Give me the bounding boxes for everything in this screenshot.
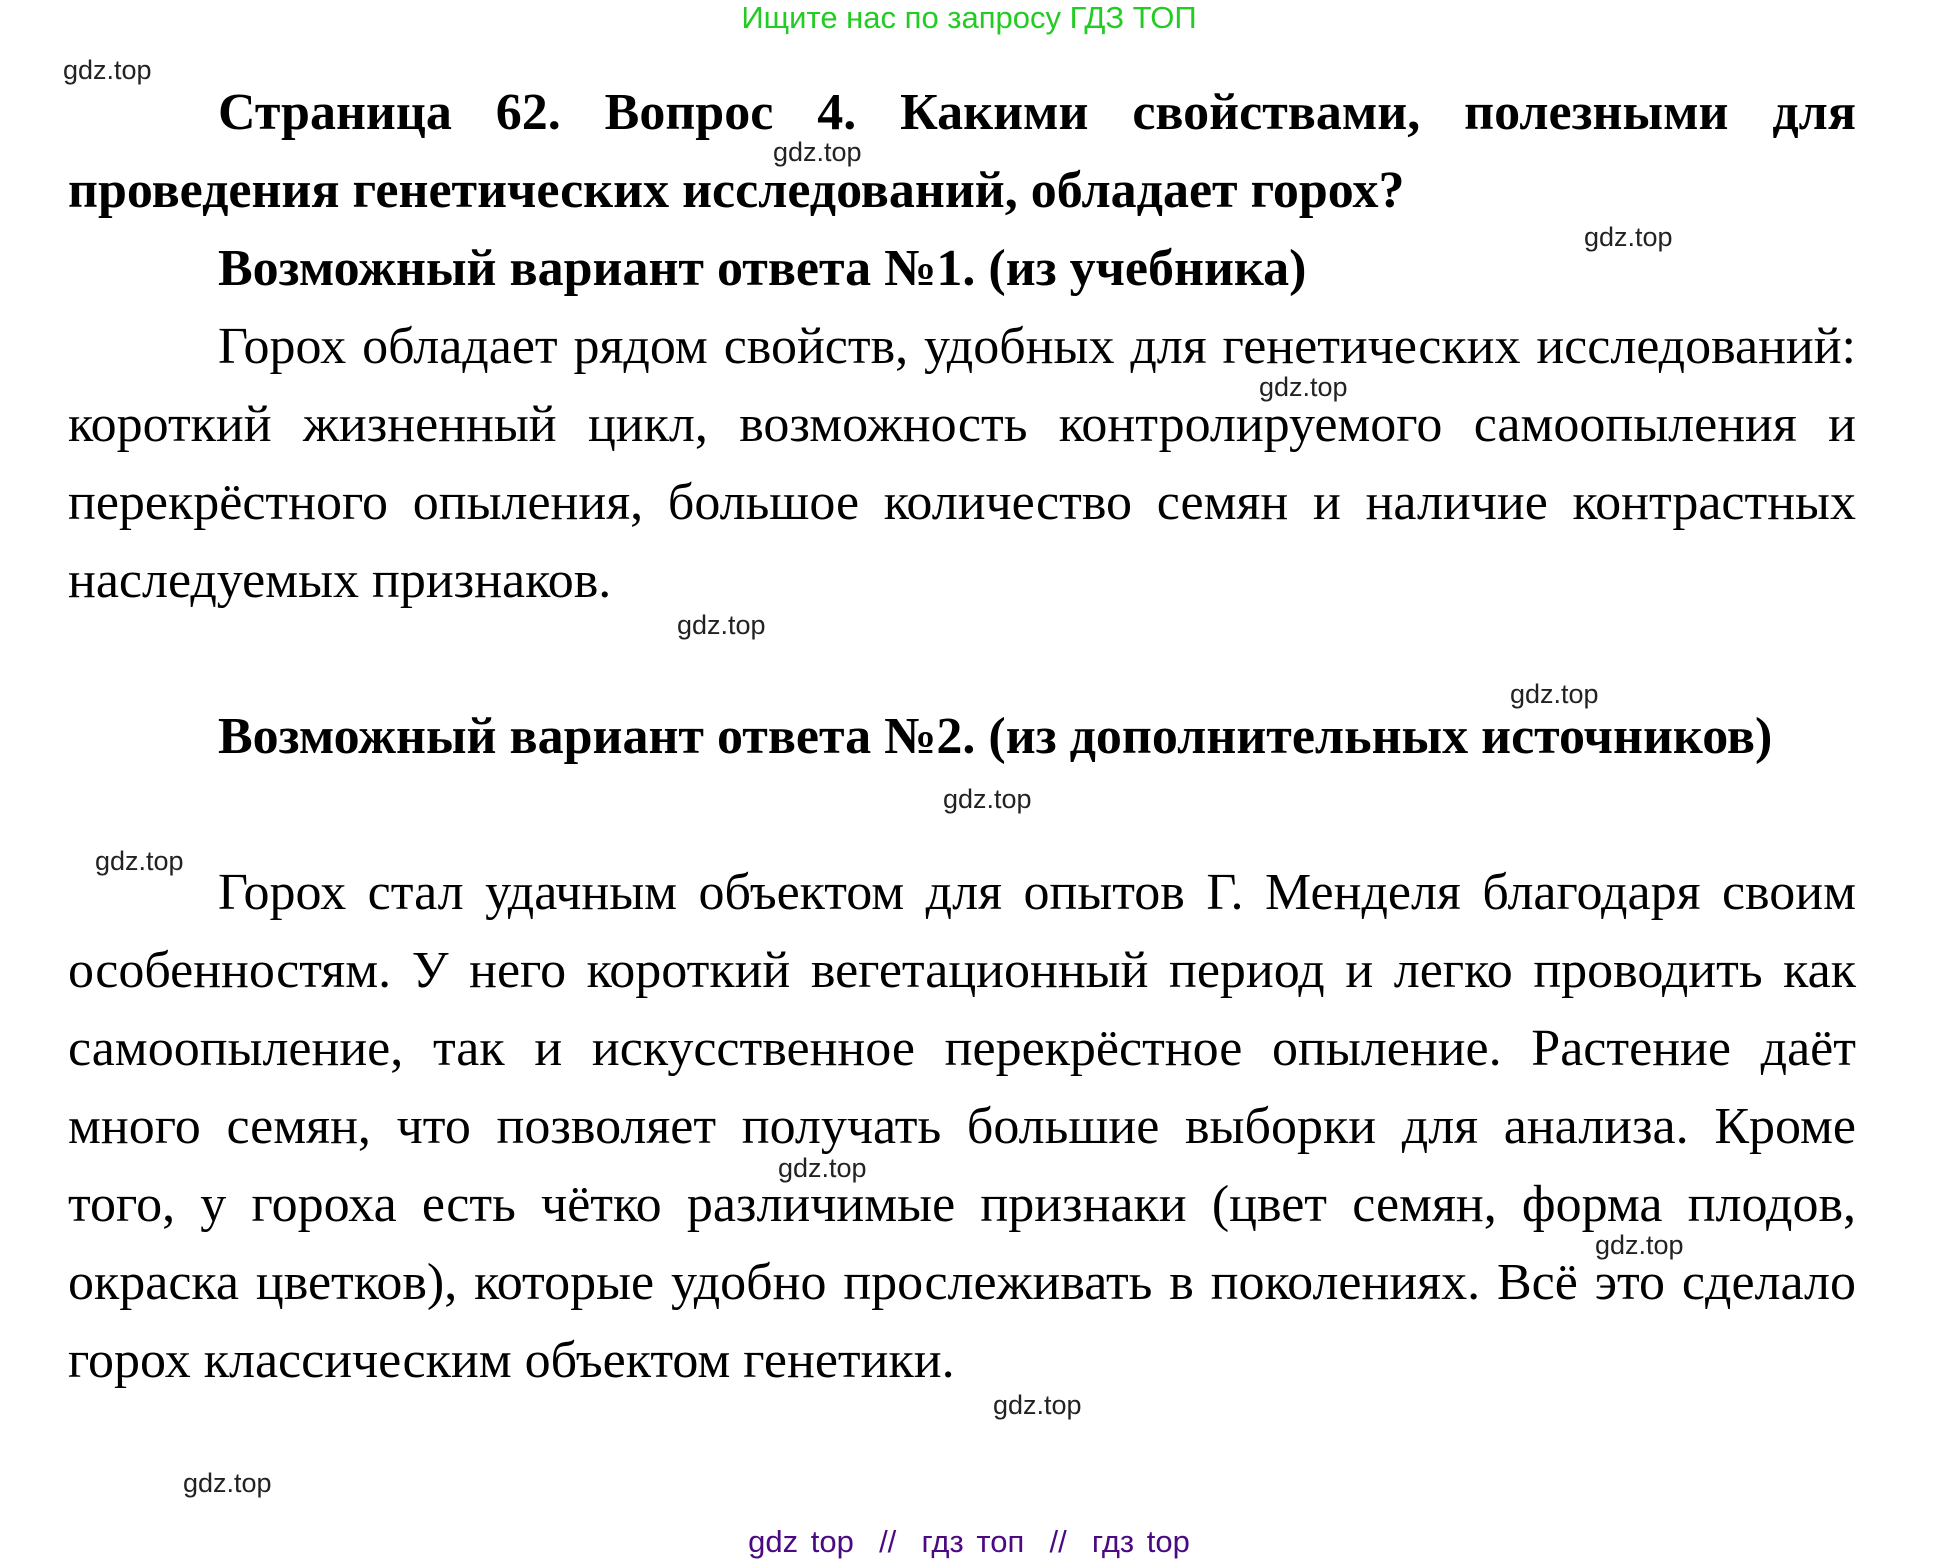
search-banner: Ищите нас по запросу ГДЗ ТОП (741, 0, 1197, 35)
watermark: gdz.top (95, 846, 184, 876)
watermark: gdz.top (183, 1468, 272, 1498)
watermark: gdz.top (1584, 222, 1673, 252)
answer-2-heading: Возможный вариант ответа №2. (из дополнительных источников) (218, 708, 1773, 765)
watermark: gdz.top (993, 1390, 1082, 1420)
answer-1-body-block (68, 308, 1856, 620)
answer-2-heading-block (68, 698, 1856, 776)
watermark: gdz.top (1510, 679, 1599, 709)
answer-1-body: Горох обладает рядом свойств, удобных для генетических исследований: короткий жизненный цикл, возможность контролируемого самоопыления и перекрёстного опыления, большое количество семян и наличие контрастных наследуемых признаков. (68, 318, 1856, 609)
question-title: Страница 62. Вопрос 4. Какими свойствами, полезными для проведения генетических исследований, обладает горох? (68, 84, 1856, 219)
answer-1-heading: Возможный вариант ответа №1. (из учебника) (218, 240, 1307, 297)
question-title-block (68, 74, 1856, 230)
watermark: gdz.top (677, 610, 766, 640)
answer-2-body-block (68, 854, 1856, 1400)
watermark: gdz.top (1259, 372, 1348, 402)
answer-2-body: Горох стал удачным объектом для опытов Г. Менделя благодаря своим особенностям. У него короткий вегетационный период и легко проводить как самоопыление, так и искусственное перекрёстное опыление. Растение даёт много семян, что позволяет получать большие выборки для анализа. Кроме того, у гороха есть чётко различимые признаки (цвет семян, форма плодов, окраска цветков), которые удобно прослеживать в поколениях. Всё это сделало горох классическим объектом генетики. (68, 864, 1856, 1389)
watermark: gdz.top (63, 55, 152, 85)
watermark: gdz.top (773, 137, 862, 167)
watermark: gdz.top (943, 784, 1032, 814)
watermark: gdz.top (778, 1153, 867, 1183)
footer-brand: gdz top // гдз топ // гдз top (748, 1524, 1190, 1559)
watermark: gdz.top (1595, 1230, 1684, 1260)
